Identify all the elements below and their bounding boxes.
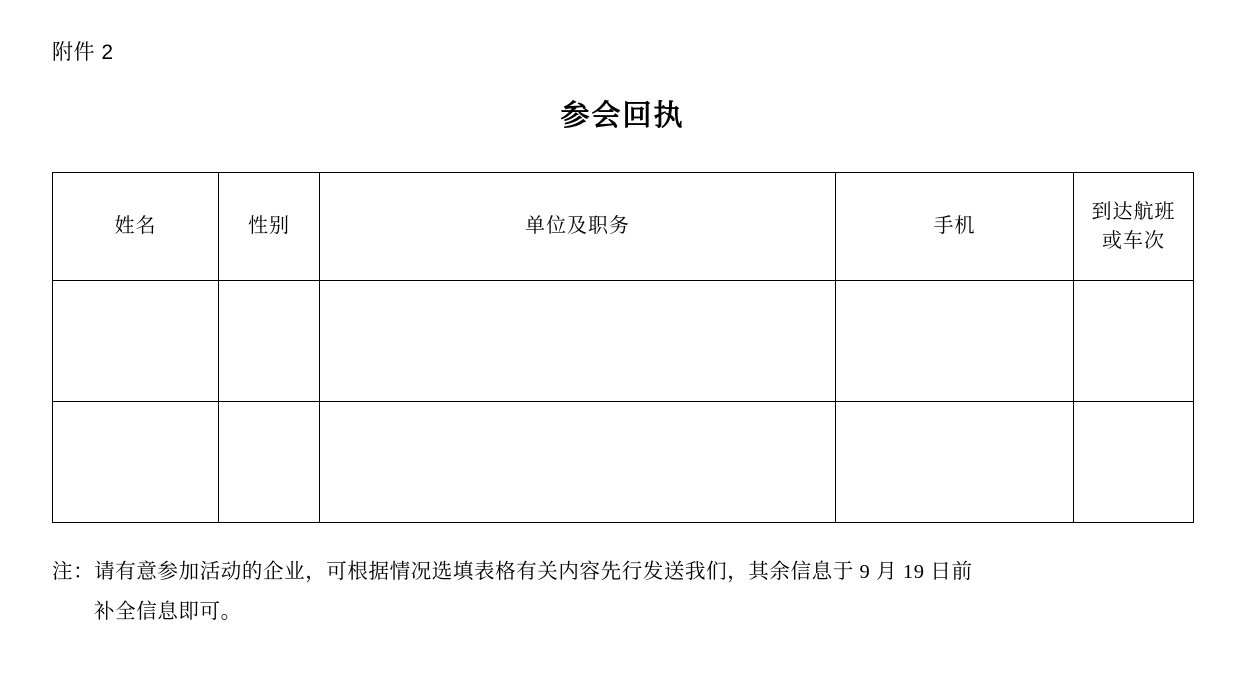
cell-mobile[interactable] xyxy=(836,281,1074,402)
registration-receipt-table xyxy=(52,172,1194,523)
cell-name[interactable] xyxy=(53,281,219,402)
cell-arrival-flight-or-train[interactable] xyxy=(1074,281,1194,402)
cell-mobile[interactable] xyxy=(836,402,1074,523)
cell-name[interactable] xyxy=(53,402,219,523)
column-header-arrival-flight-or-train xyxy=(1074,173,1194,281)
cell-organization-position[interactable] xyxy=(320,402,836,523)
note-line-2: 补全信息即可。 xyxy=(94,600,242,623)
table-row xyxy=(53,281,1194,402)
table-header-row xyxy=(53,173,1194,281)
attachment-label: 附件 2 xyxy=(52,41,114,64)
cell-gender[interactable] xyxy=(219,281,320,402)
column-header-organization-position: 单位及职务 xyxy=(320,173,836,281)
column-header-arrival-line2: 或车次 xyxy=(1102,229,1165,252)
column-header-mobile: 手机 xyxy=(836,173,1074,281)
cell-arrival-flight-or-train[interactable] xyxy=(1074,402,1194,523)
cell-organization-position[interactable] xyxy=(320,281,836,402)
column-header-arrival-line1: 到达航班 xyxy=(1091,200,1176,223)
cell-gender[interactable] xyxy=(219,402,320,523)
page-title: 参会回执 xyxy=(560,100,685,132)
column-header-gender: 性别 xyxy=(219,173,320,281)
column-header-name: 姓名 xyxy=(53,173,219,281)
note-block xyxy=(52,553,1212,633)
table-row xyxy=(53,402,1194,523)
note-line-1: 注：请有意参加活动的企业，可根据情况选填表格有关内容先行发送我们，其余信息于 9 月 19 日前 xyxy=(52,561,973,583)
